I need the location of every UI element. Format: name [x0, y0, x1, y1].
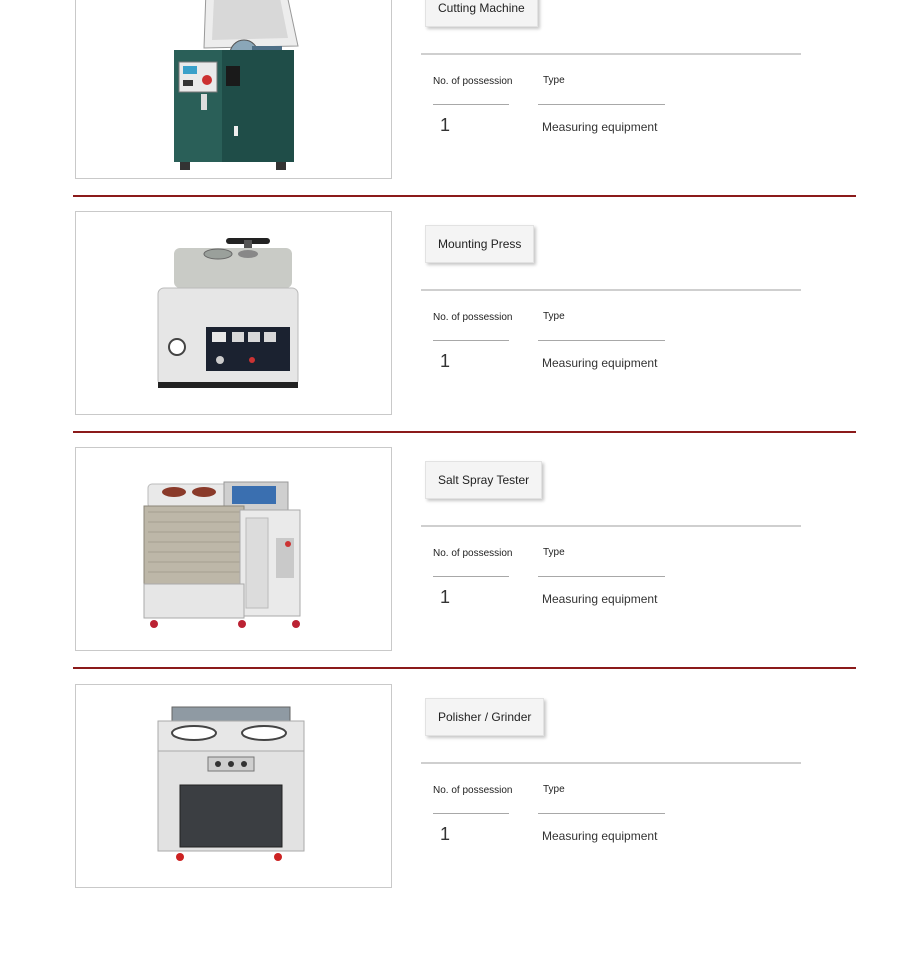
type-label: Type — [543, 311, 565, 322]
separator-line — [421, 53, 801, 55]
possession-label: No. of possession — [433, 312, 513, 323]
separator-line — [421, 762, 801, 764]
type-value: Measuring equipment — [542, 592, 658, 606]
possession-label: No. of possession — [433, 785, 513, 796]
equipment-item — [0, 684, 900, 920]
item-divider — [73, 431, 856, 433]
type-value: Measuring equipment — [542, 120, 658, 134]
item-divider — [73, 667, 856, 669]
possession-value: 1 — [440, 587, 451, 607]
cutting-machine-image — [76, 0, 392, 179]
type-label: Type — [543, 75, 565, 86]
possession-value: 1 — [440, 115, 451, 135]
type-underline — [538, 576, 665, 577]
equipment-photo[interactable] — [75, 447, 392, 651]
possession-value: 1 — [440, 351, 451, 371]
equipment-name-tag: Mounting Press — [425, 225, 534, 263]
salt-spray-tester-image — [76, 448, 392, 651]
polisher-grinder-image — [76, 685, 392, 888]
possession-label: No. of possession — [433, 76, 513, 87]
type-value: Measuring equipment — [542, 356, 658, 370]
type-label: Type — [543, 784, 565, 795]
type-underline — [538, 813, 665, 814]
equipment-name-tag: Polisher / Grinder — [425, 698, 544, 736]
possession-underline — [433, 576, 509, 577]
type-underline — [538, 340, 665, 341]
equipment-photo[interactable] — [75, 0, 392, 179]
separator-line — [421, 525, 801, 527]
equipment-photo[interactable] — [75, 211, 392, 415]
equipment-photo[interactable] — [75, 684, 392, 888]
possession-value: 1 — [440, 824, 451, 844]
possession-underline — [433, 340, 509, 341]
possession-label: No. of possession — [433, 548, 513, 559]
separator-line — [421, 289, 801, 291]
equipment-item — [0, 211, 900, 447]
mounting-press-image — [76, 212, 392, 415]
type-value: Measuring equipment — [542, 829, 658, 843]
equipment-item — [0, 447, 900, 683]
equipment-item — [0, 0, 900, 211]
equipment-name-tag: Cutting Machine — [425, 0, 538, 27]
type-underline — [538, 104, 665, 105]
possession-underline — [433, 813, 509, 814]
possession-underline — [433, 104, 509, 105]
item-divider — [73, 195, 856, 197]
equipment-name-tag: Salt Spray Tester — [425, 461, 542, 499]
type-label: Type — [543, 547, 565, 558]
